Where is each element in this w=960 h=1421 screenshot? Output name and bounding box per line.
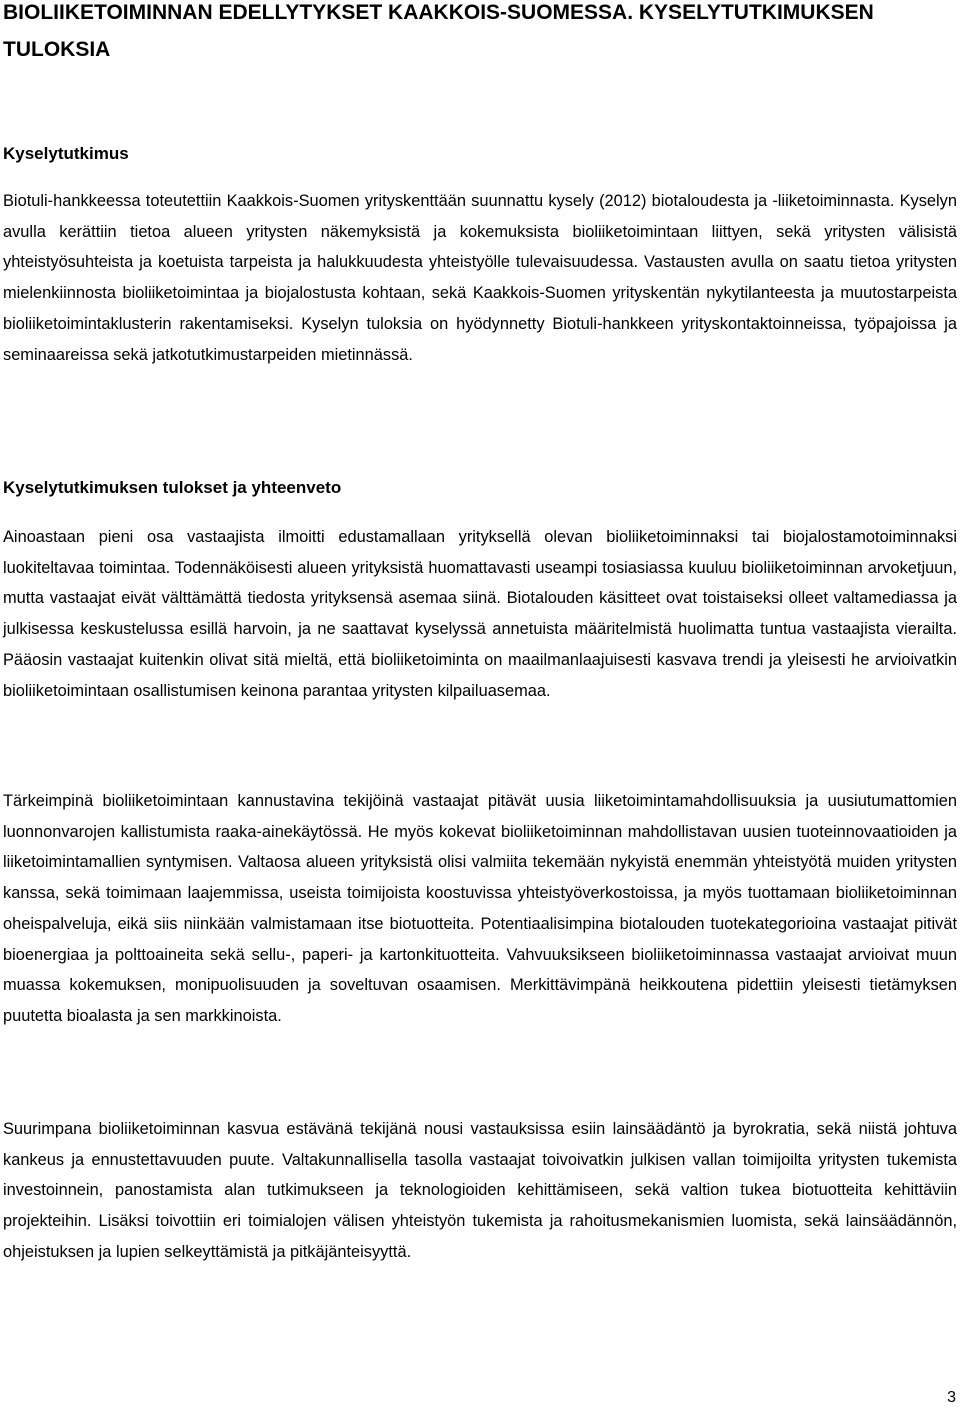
section-heading-results: Kyselytutkimuksen tulokset ja yhteenveto <box>3 478 342 497</box>
document-title: BIOLIIKETOIMINNAN EDELLYTYKSET KAAKKOIS-SUOMESSA. KYSELYTUTKIMUKSEN TULOKSIA <box>3 1 874 61</box>
paragraph-results-2: Tärkeimpinä bioliiketoimintaan kannustavina tekijöinä vastaajat pitävät uusia liiketoimintamahdollisuuksia ja uusiutumattomien luonnonvarojen kallistumista raaka-ainekäytössä. He myös kokevat bioliiketoiminnan mahdollistavan uusien tuoteinnovaatioiden ja liiketoimintamallien syntymisen. Valtaosa alueen yrityksistä olisi valmiita tekemään nykyistä enemmän yhteistyötä muiden yritysten kanssa, sekä toimimaan laajemmissa, useista toimijoista koostuvissa yhteistyöverkostoissa, ja myös tuottamaan bioliiketoiminnan oheispalveluja, eikä siis niinkään valmistamaan itse biotuotteita. Potentiaalisimpina biotalouden tuotekategorioina vastaajat pitivät bioenergiaa ja polttoaineita sekä sellu-, paperi- ja kartonkituotteita. Vahvuuksikseen bioliiketoiminnassa vastaajat arvioivat muun muassa kokemuksen, monipuolisuuden ja soveltuvan osaamisen. Merkittävimpänä heikkoutena pidettiin yleisesti tietämyksen puutetta bioalasta ja sen markkinoista. <box>3 792 957 1025</box>
page-number: 3 <box>947 1389 956 1406</box>
paragraph-survey-intro: Biotuli-hankkeessa toteutettiin Kaakkois-Suomen yrityskenttään suunnattu kysely (2012) biotaloudesta ja -liiketoiminnasta. Kyselyn avulla kerättiin tietoa alueen yritysten näkemyksistä ja kokemuksista bioliiketoimintaan liittyen, sekä yritysten välisistä yhteistyösuhteista ja koetuista tarpeista ja halukkuudesta yhteistyölle tulevaisuudessa. Vastausten avulla on saatu tietoa yritysten mielenkiinnosta bioliiketoimintaa ja biojalostusta kohtaan, sekä Kaakkois-Suomen yrityskentän nykytilanteesta ja muutostarpeista bioliiketoimintaklusterin rakentamiseksi. Kyselyn tuloksia on hyödynnetty Biotuli-hankkeen yrityskontaktoinneissa, työpajoissa ja seminaareissa sekä jatkotutkimustarpeiden mietinnässä. <box>3 192 957 364</box>
paragraph-results-1: Ainoastaan pieni osa vastaajista ilmoitti edustamallaan yrityksellä olevan bioliiketoiminnaksi tai biojalostamotoiminnaksi luokiteltavaa toimintaa. Todennäköisesti alueen yrityksistä huomattavasti useampi tosiasiassa kuuluu bioliiketoiminnan arvoketjuun, mutta vastaajat eivät välttämättä tiedosta yrityksensä asemaa siinä. Biotalouden käsitteet ovat toistaiseksi olleet valtamediassa ja julkisessa keskustelussa esillä harvoin, ja ne saattavat kyselyssä annetuista määritelmistä huolimatta tuntua vastaajista vierailta. Pääosin vastaajat kuitenkin olivat sitä mieltä, että bioliiketoiminta on maailmanlaajuisesti kasvava trendi ja yleisesti he arvioivatkin bioliiketoimintaan osallistumisen keinona parantaa yritysten kilpailuasemaa. <box>3 528 957 700</box>
section-heading-survey: Kyselytutkimus <box>3 144 129 163</box>
paragraph-results-3: Suurimpana bioliiketoiminnan kasvua estävänä tekijänä nousi vastauksissa esiin lainsäädäntö ja byrokratia, sekä niistä johtuva kankeus ja ennustettavuuden puute. Valtakunnallisella tasolla vastaajat toivoivatkin julkisen vallan toimijoilta yritysten tukemista investoinnein, panostamista alan tutkimukseen ja teknologioiden kehittämiseen, sekä valtion tukea biotuotteita kehittäviin projekteihin. Lisäksi toivottiin eri toimialojen välisen yhteistyön tukemista ja rahoitusmekanismien luomista, sekä lainsäädännön, ohjeistuksen ja lupien selkeyttämistä ja pitkäjänteisyyttä. <box>3 1120 957 1261</box>
